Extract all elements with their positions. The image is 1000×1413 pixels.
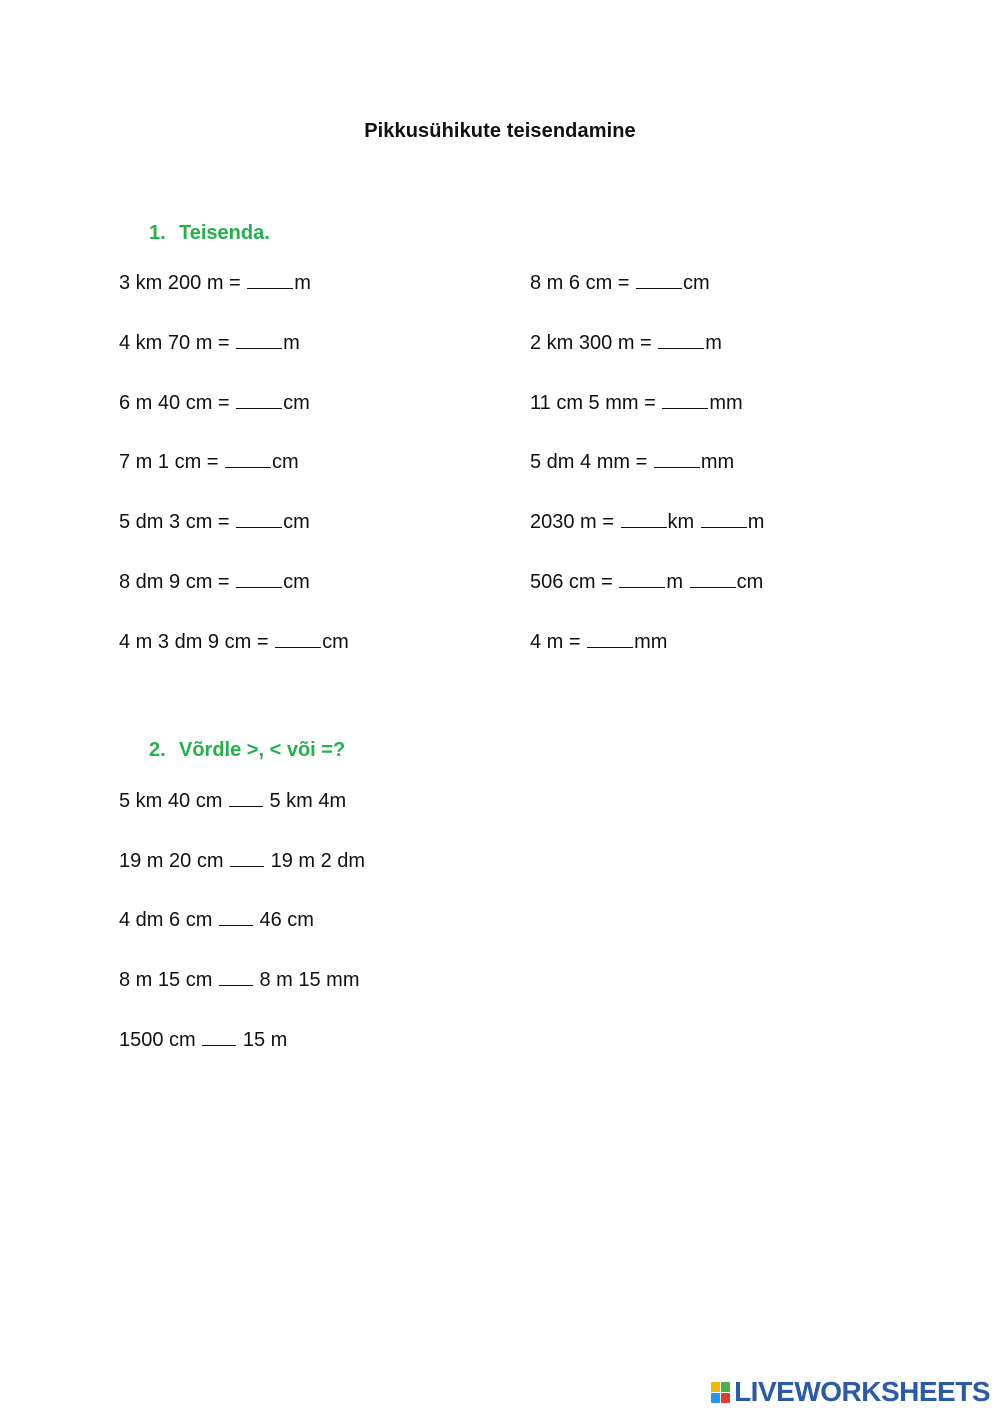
conversion-unit: m (283, 332, 300, 354)
section-1-title: Teisenda. (179, 222, 270, 244)
compare-row (119, 968, 360, 992)
conversion-unit: cm (322, 631, 349, 653)
compare-row (119, 849, 365, 873)
answer-blank[interactable] (236, 332, 282, 349)
conversion-row (119, 331, 300, 355)
conversion-unit: cm (736, 571, 764, 593)
conversion-row (530, 630, 667, 654)
conversion-row (119, 391, 310, 415)
compare-blank[interactable] (202, 1029, 236, 1046)
conversion-left: 4 m 3 dm 9 cm = (119, 631, 275, 653)
conversion-unit: cm (272, 451, 299, 473)
conversion-left: 8 dm 9 cm = (119, 571, 236, 593)
answer-blank[interactable] (236, 571, 282, 588)
conversion-left: 2030 m = (530, 511, 620, 533)
conversion-row (530, 271, 710, 295)
conversion-row (530, 510, 764, 534)
logo-mark-icon (711, 1382, 730, 1403)
answer-blank[interactable] (690, 571, 736, 588)
conversion-left: 506 cm = (530, 571, 619, 593)
logo-text: LIVEWORKSHEETS (734, 1376, 990, 1407)
compare-row (119, 789, 346, 813)
compare-blank[interactable] (230, 850, 264, 867)
page-title: Pikkusühikute teisendamine (364, 120, 636, 142)
conversion-unit: cm (283, 392, 310, 414)
conversion-row (119, 510, 310, 534)
section-2-heading (149, 739, 345, 762)
conversion-unit: m (294, 272, 311, 294)
conversion-unit: m (747, 511, 765, 533)
answer-blank[interactable] (587, 631, 633, 648)
conversion-unit: km (667, 511, 700, 533)
compare-left: 1500 cm (119, 1029, 202, 1051)
answer-blank[interactable] (654, 451, 700, 468)
conversion-row (530, 331, 722, 355)
conversion-row (119, 271, 311, 295)
conversion-unit: m (666, 571, 689, 593)
answer-blank[interactable] (662, 392, 708, 409)
section-1-number: 1. (149, 222, 166, 244)
conversion-unit: cm (683, 272, 710, 294)
conversion-left: 4 km 70 m = (119, 332, 236, 354)
conversion-unit: mm (709, 392, 743, 414)
compare-left: 5 km 40 cm (119, 790, 228, 812)
compare-left: 4 dm 6 cm (119, 909, 218, 931)
compare-row (119, 1028, 287, 1052)
conversion-unit: mm (700, 451, 735, 473)
conversion-unit: cm (283, 511, 310, 533)
conversion-left: 4 m = (530, 631, 587, 653)
conversion-row (530, 391, 743, 415)
conversion-left: 7 m 1 cm = (119, 451, 225, 473)
conversion-row (119, 450, 299, 474)
answer-blank[interactable] (636, 272, 682, 289)
compare-blank[interactable] (219, 969, 253, 986)
conversion-left: 5 dm 3 cm = (119, 511, 236, 533)
conversion-left: 5 dm 4 mm = (530, 451, 653, 473)
compare-right: 15 m (237, 1029, 288, 1051)
liveworksheets-logo (711, 1375, 990, 1409)
conversion-left: 8 m 6 cm = (530, 272, 636, 294)
answer-blank[interactable] (225, 451, 271, 468)
answer-blank[interactable] (247, 272, 293, 289)
conversion-left: 6 m 40 cm = (119, 392, 236, 414)
answer-blank[interactable] (701, 511, 747, 528)
answer-blank[interactable] (621, 511, 667, 528)
compare-right: 5 km 4m (263, 790, 347, 812)
answer-blank[interactable] (658, 332, 704, 349)
compare-right: 8 m 15 mm (253, 969, 360, 991)
conversion-left: 11 cm 5 mm = (530, 392, 662, 414)
compare-left: 8 m 15 cm (119, 969, 218, 991)
conversion-row (119, 570, 310, 594)
compare-blank[interactable] (229, 790, 263, 807)
conversion-left: 3 km 200 m = (119, 272, 247, 294)
conversion-row (530, 450, 734, 474)
conversion-row (530, 570, 763, 594)
conversion-unit: cm (283, 571, 310, 593)
compare-right: 46 cm (253, 909, 314, 931)
section-1-heading (149, 222, 270, 245)
compare-right: 19 m 2 dm (265, 850, 366, 872)
conversion-left: 2 km 300 m = (530, 332, 658, 354)
compare-left: 19 m 20 cm (119, 850, 230, 872)
answer-blank[interactable] (236, 392, 282, 409)
conversion-unit: m (705, 332, 722, 354)
compare-blank[interactable] (219, 909, 253, 926)
conversion-unit: mm (634, 631, 668, 653)
section-2-title: Võrdle >, < või =? (179, 739, 346, 761)
answer-blank[interactable] (275, 631, 321, 648)
answer-blank[interactable] (619, 571, 665, 588)
answer-blank[interactable] (236, 511, 282, 528)
section-2-number: 2. (149, 739, 166, 761)
compare-row (119, 908, 314, 932)
conversion-row (119, 630, 349, 654)
